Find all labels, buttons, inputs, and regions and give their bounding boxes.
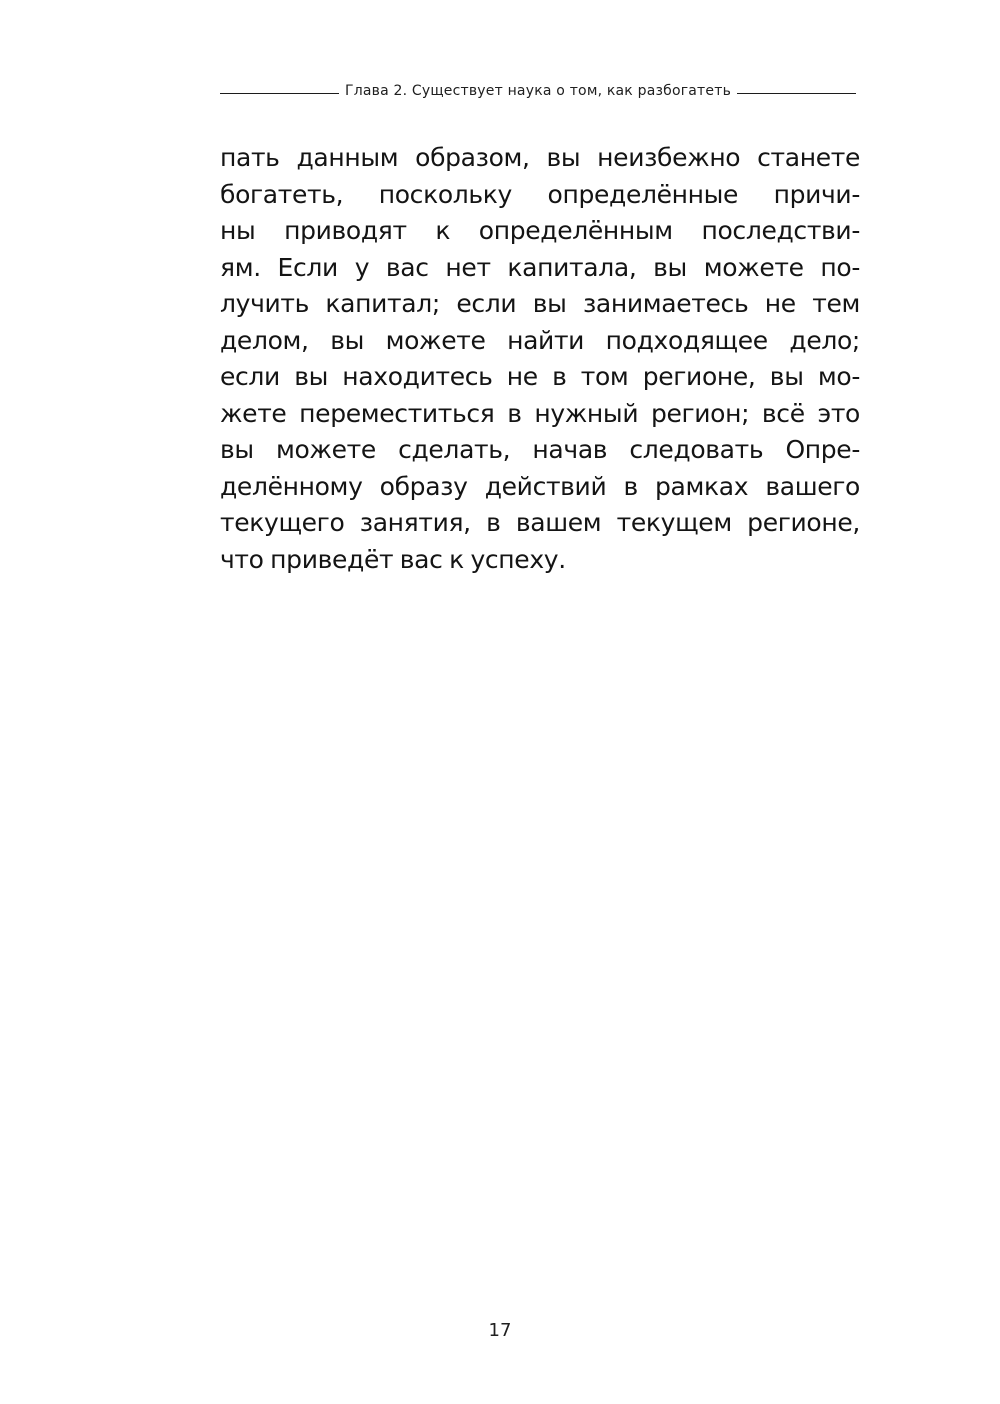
header-rule-right	[737, 93, 856, 94]
text-line: делённому образу действий в рамках вашего	[220, 471, 860, 501]
text-line: если вы находитесь не в том регионе, вы мо-	[220, 362, 860, 391]
chapter-title: Глава 2. Существует наука о том, как разбогатеть	[344, 83, 732, 99]
text-line: делом, вы можете найти подходящее дело;	[220, 325, 860, 355]
text-line: лучить капитал; если вы занимаетесь не тем	[220, 289, 860, 318]
body-text	[220, 140, 860, 578]
text-line: вы можете сделать, начав следовать Опре-	[220, 435, 860, 464]
text-line: пать данным образом, вы неизбежно станете	[220, 143, 860, 172]
running-header	[220, 76, 856, 100]
text-line: жете переместиться в нужный регион; всё это	[220, 398, 860, 428]
text-line-last: что приведёт вас к успеху.	[220, 544, 566, 574]
text-line: богатеть, поскольку определённые причи-	[220, 179, 860, 209]
text-line: ям. Если у вас нет капитала, вы можете по-	[220, 252, 860, 282]
text-line: ны приводят к определённым последстви-	[220, 216, 860, 245]
text-line: текущего занятия, в вашем текущем регионе,	[220, 508, 860, 537]
page-number: 17	[488, 1320, 512, 1341]
header-rule-left	[220, 93, 339, 94]
